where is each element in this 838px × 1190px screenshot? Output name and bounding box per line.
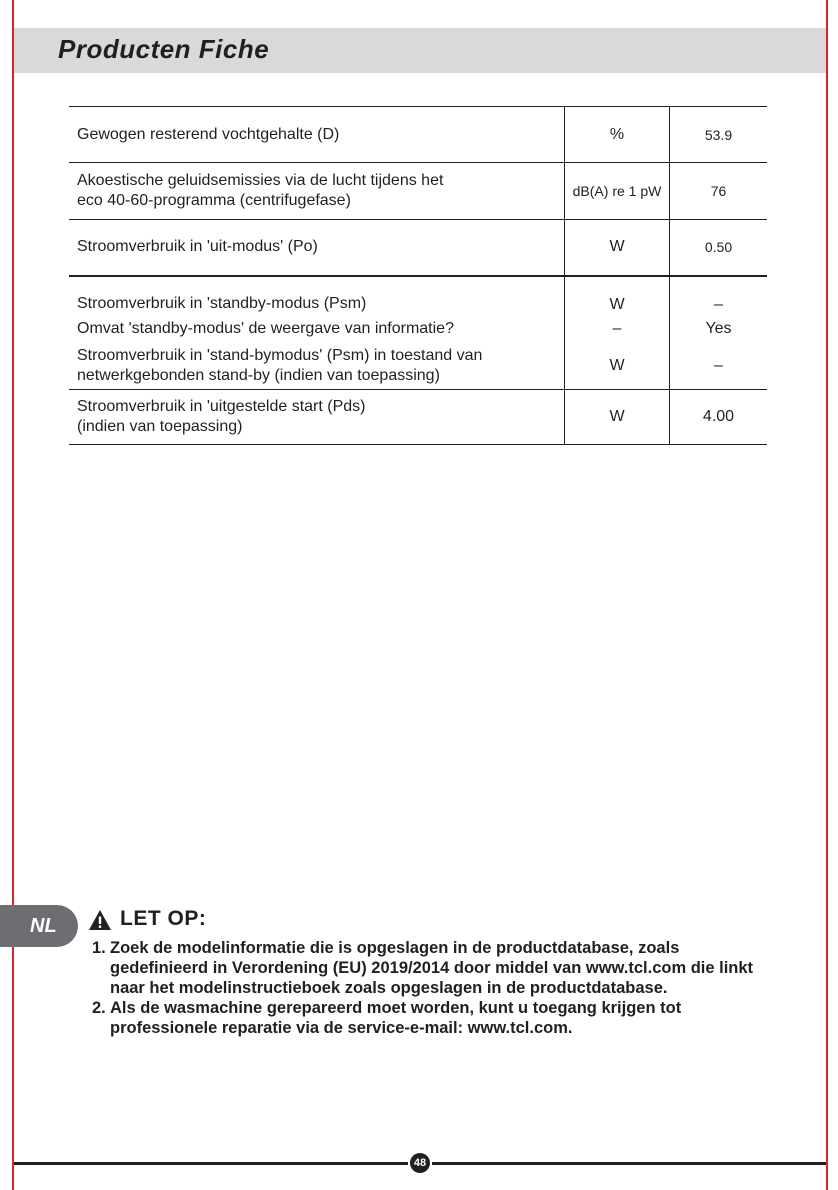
note-item-text: Zoek de modelinformatie die is opgeslagen in de productdatabase, zoals gedefinieerd in Verordening (EU) 2019/2014 door middel van www.tcl.com die linkt naar het modelinstructieboek zoals opgeslagen in de productdatabase. — [110, 939, 754, 997]
row-description-line: eco 40-60-programma (centrifugefase) — [77, 192, 351, 209]
note-item-number: 2. — [92, 999, 106, 1017]
row-value: 4.00 — [670, 390, 768, 445]
row-unit: W — [565, 220, 670, 276]
note-item-number: 1. — [92, 939, 106, 957]
language-tab-label: NL — [30, 915, 57, 937]
row-unit: W — [565, 390, 670, 445]
row-value: 53.9 — [670, 107, 768, 163]
page-border-right — [826, 0, 828, 1190]
footer-rule-right — [432, 1162, 826, 1165]
row-description-line: Akoestische geluidsemissies via de lucht tijdens het — [77, 172, 444, 189]
page-number: 48 — [410, 1153, 430, 1173]
note-item — [92, 938, 782, 998]
row-description-line: netwerkgebonden stand-by (indien van toepassing) — [77, 367, 440, 385]
table-row — [69, 220, 767, 276]
row-description-line: Stroomverbruik in 'uitgestelde start (Pds) — [77, 398, 366, 415]
table-row — [69, 344, 767, 390]
title-bar — [14, 28, 826, 73]
table-row — [69, 107, 767, 163]
row-description: Stroomverbruik in 'uit-modus' (Po) — [77, 238, 318, 256]
row-unit: W — [565, 344, 670, 390]
note-list — [92, 938, 782, 1038]
row-description: Stroomverbruik in 'standby-modus (Psm) — [69, 276, 565, 314]
table-row — [69, 314, 767, 344]
row-unit: W — [565, 276, 670, 314]
row-description-line: (indien van toepassing) — [77, 418, 243, 435]
row-description — [69, 390, 565, 445]
row-unit: dB(A) re 1 pW — [565, 163, 670, 220]
row-unit: % — [565, 107, 670, 163]
table-row — [69, 390, 767, 445]
page-title: Producten Fiche — [58, 34, 270, 64]
footer-rule-left — [14, 1162, 408, 1165]
note-title: LET OP: — [120, 907, 207, 930]
row-description — [69, 344, 565, 390]
warning-triangle-icon — [88, 909, 112, 931]
row-value: – — [670, 344, 768, 390]
page-border-left — [12, 0, 14, 1190]
table-row — [69, 276, 767, 314]
note-item-text: Als de wasmachine gerepareerd moet worden, kunt u toegang krijgen tot professionele reparatie via de service-e-mail: www.tcl.com. — [110, 999, 682, 1037]
language-tab — [0, 905, 78, 947]
row-value: 76 — [670, 163, 768, 220]
row-description-line: Stroomverbruik in 'stand-bymodus' (Psm) in toestand van — [77, 347, 483, 365]
row-value: 0.50 — [704, 239, 733, 256]
row-description: Omvat 'standby-modus' de weergave van informatie? — [77, 319, 454, 337]
row-unit: – — [565, 314, 670, 344]
row-value: – — [670, 276, 768, 314]
product-fiche-table — [69, 106, 767, 445]
row-description: Gewogen resterend vochtgehalte (D) — [69, 107, 565, 163]
row-value: Yes — [705, 319, 732, 337]
table-row — [69, 163, 767, 220]
row-description — [69, 163, 565, 220]
note-item — [92, 998, 782, 1038]
